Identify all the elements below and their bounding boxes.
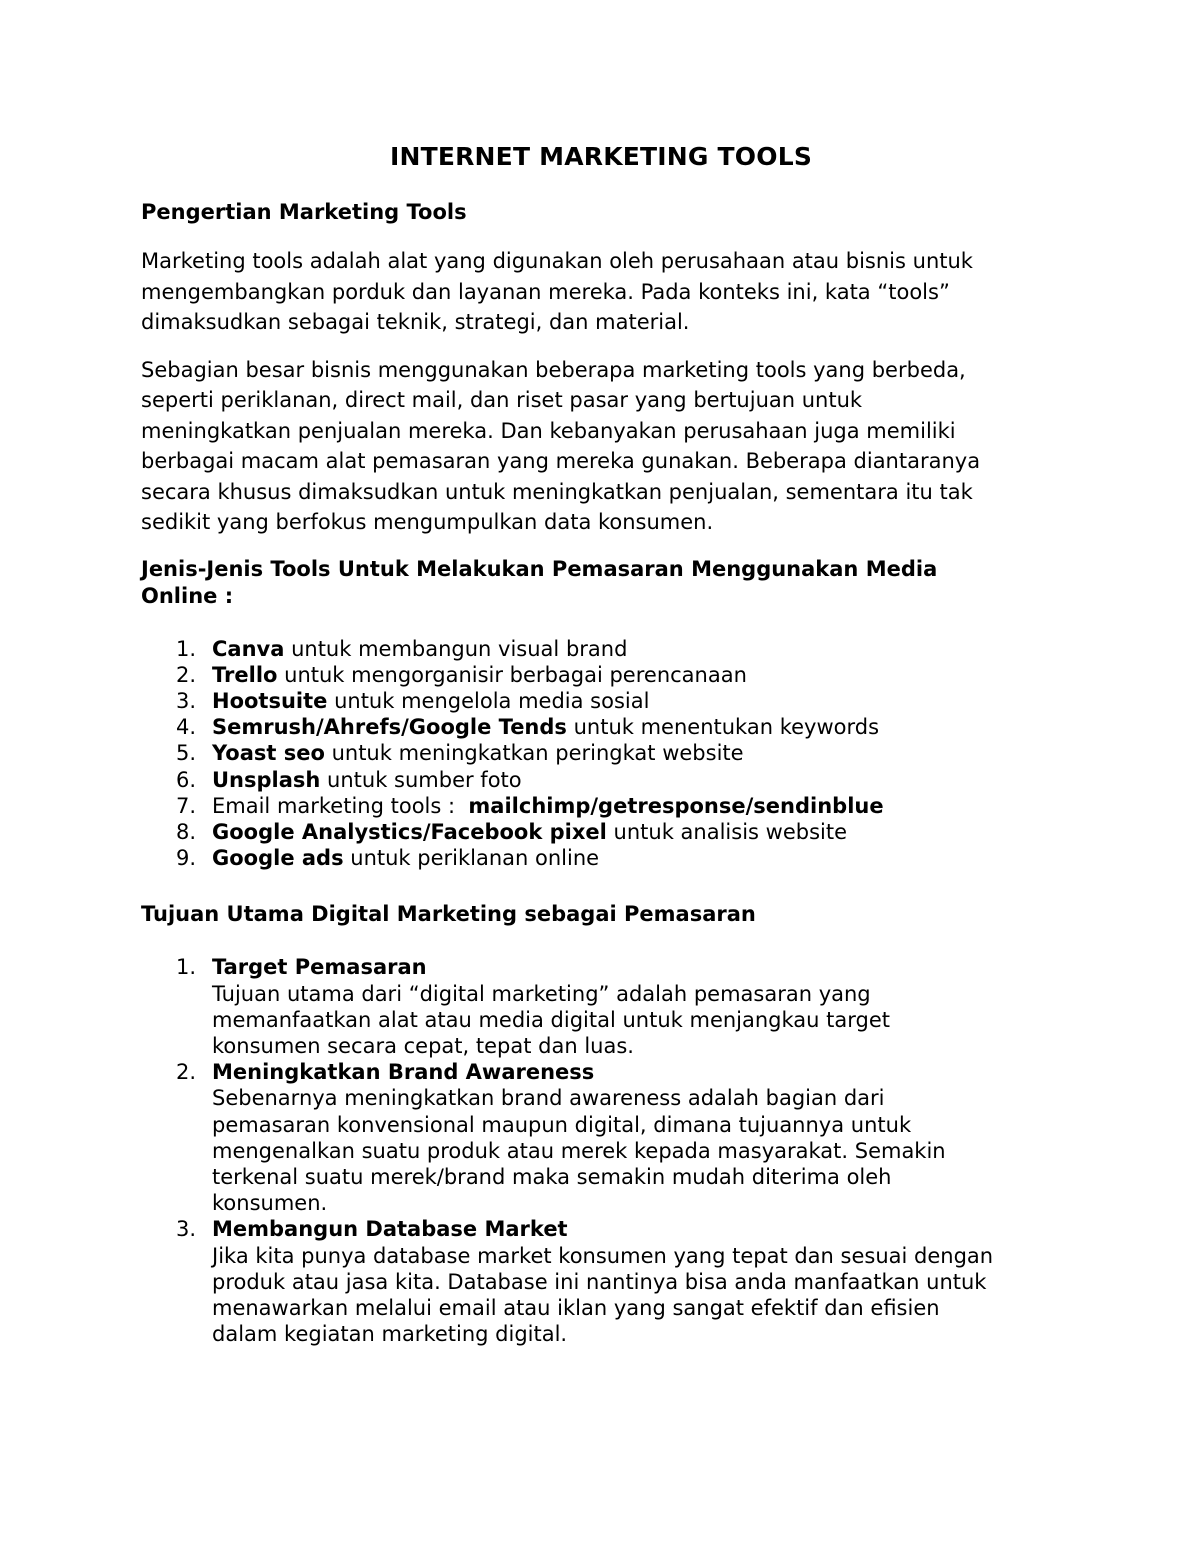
list-item bbox=[141, 793, 1061, 819]
list-number: 2. bbox=[176, 1060, 197, 1085]
list-item bbox=[141, 662, 1061, 688]
text-line: terkenal suatu merek/brand maka semakin mudah diterima oleh bbox=[212, 1164, 892, 1189]
text-line: secara khusus dimaksudkan untuk meningkatkan penjualan, sementara itu tak bbox=[141, 479, 973, 504]
text-line: konsumen. bbox=[212, 1191, 328, 1216]
text-line: sedikit yang berfokus mengumpulkan data konsumen. bbox=[141, 510, 714, 534]
text-line: Sebenarnya meningkatkan brand awareness adalah bagian dari bbox=[212, 1086, 885, 1111]
text-line: mengenalkan suatu produk atau merek kepada masyarakat. Semakin bbox=[212, 1138, 946, 1163]
tools-list bbox=[141, 636, 1061, 872]
list-item bbox=[141, 1059, 1061, 1216]
tool-name: Yoast seo bbox=[212, 741, 325, 766]
tool-lead-text: Email marketing tools : bbox=[212, 793, 469, 818]
text-line: seperti periklanan, direct mail, dan riset pasar yang bertujuan untuk bbox=[141, 388, 863, 412]
document-body bbox=[141, 140, 1061, 1347]
text-line: konsumen secara cepat, tepat dan luas. bbox=[212, 1033, 634, 1058]
list-item bbox=[141, 740, 1061, 766]
text-line: dalam kegiatan marketing digital. bbox=[212, 1322, 568, 1347]
tool-name: mailchimp/getresponse/sendinblue bbox=[468, 793, 884, 818]
tool-description: untuk membangun visual brand bbox=[284, 636, 628, 661]
goal-title: Membangun Database Market bbox=[212, 1217, 568, 1242]
text-line: dimaksudkan sebagai teknik, strategi, dan material. bbox=[141, 310, 690, 334]
list-number: 3. bbox=[176, 1217, 197, 1242]
tool-description: untuk mengorganisir berbagai perencanaan bbox=[277, 662, 747, 687]
text-line: pemasaran konvensional maupun digital, dimana tujuannya untuk bbox=[212, 1112, 912, 1137]
text-line: mengembangkan porduk dan layanan mereka. Pada konteks ini, kata “tools” bbox=[141, 279, 950, 304]
text-line: meningkatkan penjualan mereka. Dan kebanyakan perusahaan juga memiliki bbox=[141, 418, 956, 443]
list-number: 1. bbox=[176, 636, 197, 661]
goals-list bbox=[141, 954, 1061, 1347]
list-item bbox=[141, 636, 1061, 662]
text-line: Jika kita punya database market konsumen yang tepat dan sesuai dengan bbox=[212, 1243, 994, 1268]
text-line: memanfaatkan alat atau media digital untuk menjangkau target bbox=[212, 1007, 891, 1032]
list-number: 5. bbox=[176, 741, 197, 766]
list-number: 6. bbox=[176, 767, 197, 792]
tool-name: Semrush/Ahrefs/Google Tends bbox=[212, 715, 567, 740]
heading-line: Jenis-Jenis Tools Untuk Melakukan Pemasaran Menggunakan Media bbox=[141, 556, 938, 581]
tool-name: Google Analystics/Facebook pixel bbox=[212, 819, 607, 844]
text-line: Marketing tools adalah alat yang digunakan oleh perusahaan atau bisnis untuk bbox=[141, 249, 973, 273]
text-line: Tujuan utama dari “digital marketing” adalah pemasaran yang bbox=[212, 981, 871, 1006]
text-line: Sebagian besar bisnis menggunakan beberapa marketing tools yang berbeda, bbox=[141, 357, 966, 382]
list-number: 4. bbox=[176, 715, 197, 740]
list-number: 7. bbox=[176, 793, 197, 818]
list-number: 8. bbox=[176, 819, 197, 844]
heading-jenis-tools bbox=[141, 556, 1061, 610]
text-line: produk atau jasa kita. Database ini nantinya bisa anda manfaatkan untuk bbox=[212, 1269, 987, 1294]
tool-description: untuk analisis website bbox=[606, 819, 847, 844]
tool-name: Trello bbox=[212, 662, 278, 687]
heading-line: Online : bbox=[141, 583, 234, 608]
paragraph-definition bbox=[141, 246, 1061, 338]
list-number: 3. bbox=[176, 688, 197, 713]
list-item bbox=[141, 845, 1061, 871]
tool-description: untuk mengelola media sosial bbox=[327, 688, 650, 713]
goal-title: Meningkatkan Brand Awareness bbox=[212, 1060, 595, 1085]
list-item bbox=[141, 819, 1061, 845]
goal-title: Target Pemasaran bbox=[212, 955, 427, 980]
list-number: 1. bbox=[176, 955, 197, 980]
paragraph-usage bbox=[141, 355, 1061, 538]
tool-name: Canva bbox=[212, 636, 285, 661]
list-number: 2. bbox=[176, 662, 197, 687]
list-item bbox=[141, 954, 1061, 1059]
tool-name: Google ads bbox=[212, 846, 344, 871]
goal-description bbox=[212, 1085, 1061, 1216]
tool-name: Hootsuite bbox=[212, 688, 328, 713]
list-number: 9. bbox=[176, 846, 197, 871]
list-item bbox=[141, 714, 1061, 740]
list-item bbox=[141, 767, 1061, 793]
list-item bbox=[141, 688, 1061, 714]
text-line: menawarkan melalui email atau iklan yang sangat efektif dan efisien bbox=[212, 1295, 940, 1320]
list-item bbox=[141, 1216, 1061, 1347]
tool-description: untuk sumber foto bbox=[320, 767, 522, 792]
goal-description bbox=[212, 981, 1061, 1060]
goal-description bbox=[212, 1243, 1061, 1348]
tool-name: Unsplash bbox=[212, 767, 321, 792]
page-title: INTERNET MARKETING TOOLS bbox=[389, 142, 813, 171]
tool-description: untuk periklanan online bbox=[343, 846, 600, 871]
heading-tujuan: Tujuan Utama Digital Marketing sebagai Pemasaran bbox=[141, 902, 756, 927]
heading-pengertian: Pengertian Marketing Tools bbox=[141, 200, 467, 224]
tool-description: untuk meningkatkan peringkat website bbox=[324, 741, 744, 766]
text-line: berbagai macam alat pemasaran yang mereka gunakan. Beberapa diantaranya bbox=[141, 449, 981, 473]
tool-description: untuk menentukan keywords bbox=[566, 715, 880, 740]
